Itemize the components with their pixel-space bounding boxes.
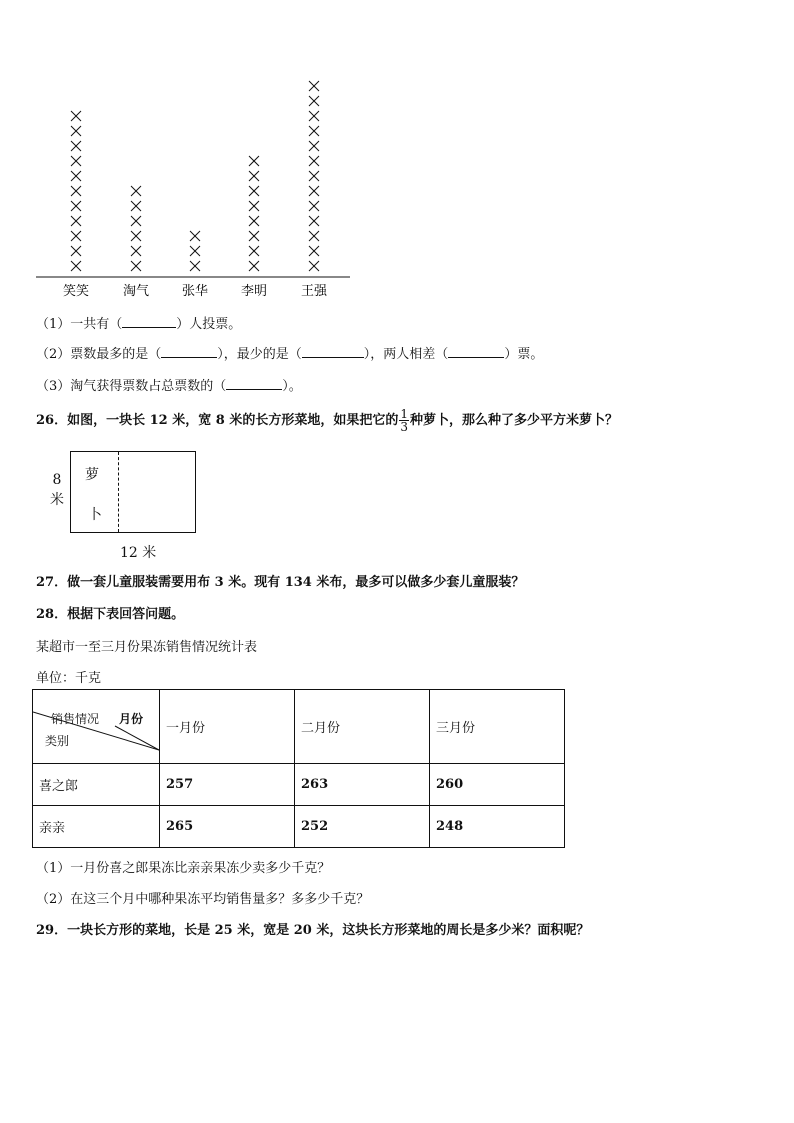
q29-question bbox=[36, 919, 589, 938]
diag-label-sales: 销售情况 bbox=[51, 712, 100, 726]
vote-mark bbox=[309, 126, 319, 136]
vote-mark bbox=[309, 96, 319, 106]
q25-sub2 bbox=[36, 343, 543, 362]
q26-text-a: 26．如图，一块长 12 米，宽 8 米的长方形菜地，如果把它的 bbox=[36, 413, 399, 428]
q25-sub1 bbox=[36, 313, 241, 332]
vote-mark bbox=[190, 231, 200, 241]
vote-mark bbox=[309, 216, 319, 226]
table-cell: 260 bbox=[430, 764, 565, 806]
vote-mark bbox=[131, 201, 141, 211]
fraction bbox=[399, 408, 409, 433]
vote-mark bbox=[249, 231, 259, 241]
answer-blank[interactable] bbox=[448, 345, 504, 358]
vote-mark bbox=[249, 216, 259, 226]
table-title: 某超市一至三月份果冻销售情况统计表 bbox=[36, 640, 258, 655]
table-cell: 248 bbox=[430, 806, 565, 848]
vote-mark bbox=[71, 171, 81, 181]
candidate-label: 淘气 bbox=[122, 284, 150, 299]
vote-mark bbox=[71, 186, 81, 196]
q25-sub3-text-b: ）。 bbox=[282, 379, 302, 394]
vote-mark bbox=[131, 186, 141, 196]
vote-mark bbox=[71, 111, 81, 121]
vote-mark bbox=[131, 246, 141, 256]
row-label: 亲亲 bbox=[33, 806, 160, 848]
vote-mark bbox=[309, 201, 319, 211]
q25-sub1-text-a: （1）一共有（ bbox=[36, 317, 123, 332]
q28-sub1: （1）一月份喜之郎果冻比亲亲果冻少卖多少千克？ bbox=[36, 861, 331, 876]
vote-mark bbox=[309, 81, 319, 91]
vote-mark bbox=[71, 126, 81, 136]
table-row bbox=[33, 764, 565, 806]
field-label-char2: 卜 bbox=[88, 507, 102, 523]
vote-mark bbox=[131, 231, 141, 241]
q26-text-b: 种萝卜，那么种了多少平方米萝卜？ bbox=[409, 413, 618, 428]
vote-mark bbox=[131, 216, 141, 226]
vote-mark bbox=[249, 171, 259, 181]
vote-mark bbox=[249, 261, 259, 271]
diag-label-month: 月份 bbox=[119, 712, 144, 726]
q25-sub2-text-d: ）票。 bbox=[504, 347, 544, 362]
vote-mark bbox=[309, 171, 319, 181]
vote-mark bbox=[190, 246, 200, 256]
vote-mark bbox=[249, 201, 259, 211]
q25-sub2-text-b: ），最少的是（ bbox=[217, 347, 302, 362]
answer-blank[interactable] bbox=[302, 345, 364, 358]
vote-mark bbox=[309, 261, 319, 271]
vote-mark bbox=[71, 231, 81, 241]
answer-blank[interactable] bbox=[161, 345, 217, 358]
table-cell: 257 bbox=[160, 764, 295, 806]
q25-sub3 bbox=[36, 375, 302, 394]
dashed-divider bbox=[118, 452, 119, 532]
vote-mark bbox=[71, 201, 81, 211]
vote-mark bbox=[131, 261, 141, 271]
q27-question bbox=[36, 571, 524, 590]
fraction-denominator: 3 bbox=[400, 420, 408, 434]
table-cell: 265 bbox=[160, 806, 295, 848]
field-width-unit: 米 bbox=[50, 492, 64, 508]
sales-table bbox=[32, 689, 565, 848]
q25-sub2-text-c: ），两人相差（ bbox=[363, 347, 449, 362]
vote-mark bbox=[249, 246, 259, 256]
vote-mark bbox=[71, 141, 81, 151]
vote-mark bbox=[249, 156, 259, 166]
vote-mark bbox=[71, 246, 81, 256]
candidate-label: 李明 bbox=[240, 284, 268, 299]
q28-sub2: （2）在这三个月中哪种果冻平均销售量多？多多少千克？ bbox=[36, 892, 370, 907]
vote-mark bbox=[309, 111, 319, 121]
vote-mark bbox=[309, 141, 319, 151]
vote-mark bbox=[309, 186, 319, 196]
fraction-numerator: 1 bbox=[400, 407, 408, 421]
table-cell: 263 bbox=[295, 764, 430, 806]
q27-text: 27．做一套儿童服装需要用布 3 米。现有 134 米布，最多可以做多少套儿童服装？ bbox=[36, 575, 525, 590]
field-width-label bbox=[50, 470, 64, 510]
vote-mark bbox=[309, 231, 319, 241]
field-length-label: 12 米 bbox=[120, 545, 157, 561]
field-label-char1: 萝 bbox=[85, 467, 99, 483]
diagonal-header-cell bbox=[33, 690, 160, 764]
q25-sub3-text-a: （3）淘气获得票数占总票数的（ bbox=[36, 379, 227, 394]
q28-question bbox=[36, 603, 184, 622]
vote-mark bbox=[309, 156, 319, 166]
column-header: 一月份 bbox=[160, 690, 295, 764]
table-header-row bbox=[33, 690, 565, 764]
table-unit: 单位：千克 bbox=[36, 671, 102, 686]
vote-pictograph bbox=[36, 78, 354, 300]
vote-mark bbox=[249, 186, 259, 196]
vote-mark bbox=[309, 246, 319, 256]
answer-blank[interactable] bbox=[122, 315, 176, 328]
column-header: 三月份 bbox=[430, 690, 565, 764]
q25-sub2-text-a: （2）票数最多的是（ bbox=[36, 347, 162, 362]
vote-mark bbox=[71, 261, 81, 271]
vote-mark bbox=[71, 156, 81, 166]
q29-text: 29．一块长方形的菜地，长是 25 米，宽是 20 米，这块长方形菜地的周长是多少米？面积呢？ bbox=[36, 923, 590, 938]
q26-question bbox=[36, 408, 618, 433]
table-row bbox=[33, 806, 565, 848]
row-label: 喜之郎 bbox=[33, 764, 160, 806]
rectangular-field bbox=[70, 451, 196, 533]
candidate-label: 张华 bbox=[181, 284, 209, 299]
field-width-number: 8 bbox=[52, 472, 62, 488]
diag-label-category: 类别 bbox=[45, 734, 70, 748]
candidate-label: 笑笑 bbox=[62, 284, 90, 299]
q25-sub1-text-b: ）人投票。 bbox=[176, 317, 242, 332]
vote-mark bbox=[190, 261, 200, 271]
answer-blank[interactable] bbox=[226, 377, 282, 390]
column-header: 二月份 bbox=[295, 690, 430, 764]
vote-mark bbox=[71, 216, 81, 226]
table-cell: 252 bbox=[295, 806, 430, 848]
q28-text: 28．根据下表回答问题。 bbox=[36, 607, 185, 622]
candidate-label: 王强 bbox=[300, 284, 328, 299]
